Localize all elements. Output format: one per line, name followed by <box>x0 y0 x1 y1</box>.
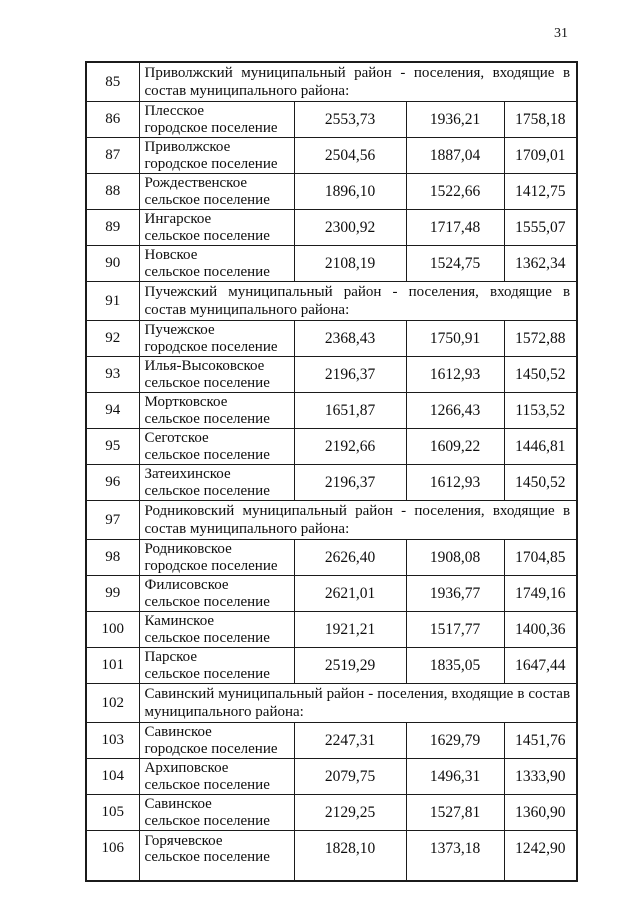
district-section-text-line2: состав муниципального района: <box>144 521 350 537</box>
value-cell-3: 1360,90 <box>504 795 577 831</box>
district-section-text-line1: Приволжский муниципальный район - поселения, входящие в <box>144 65 571 81</box>
value-cell-2: 1373,18 <box>406 831 504 881</box>
settlement-name-line1: Ингарское <box>144 211 212 227</box>
value-cell-2: 1527,81 <box>406 795 504 831</box>
value-cell-2: 1496,31 <box>406 759 504 795</box>
settlement-name-line1: Мортковское <box>144 394 228 410</box>
settlement-name-cell <box>139 138 294 174</box>
settlement-name-line1: Затеихинское <box>144 466 231 482</box>
value-cell-1: 2129,25 <box>294 795 406 831</box>
district-section-text-line1: Савинский муниципальный район - поселения, входящие в состав <box>144 686 571 702</box>
settlement-name-line2: городское поселение <box>144 740 278 757</box>
settlements-table <box>85 61 578 882</box>
settlement-name-cell <box>139 540 294 576</box>
page-number: 31 <box>554 26 568 41</box>
table-row <box>86 576 577 612</box>
settlement-name-cell <box>139 174 294 210</box>
value-cell-2: 1936,77 <box>406 576 504 612</box>
value-cell-1: 1921,21 <box>294 612 406 648</box>
table-row <box>86 465 577 501</box>
value-cell-1: 2626,40 <box>294 540 406 576</box>
value-cell-2: 1717,48 <box>406 210 504 246</box>
table-row <box>86 174 577 210</box>
settlement-name-line2: городское поселение <box>144 119 278 136</box>
settlement-name-line1: Родниковское <box>144 541 232 557</box>
value-cell-1: 2196,37 <box>294 465 406 501</box>
settlement-name-cell <box>139 795 294 831</box>
value-cell-3: 1451,76 <box>504 723 577 759</box>
row-number-cell: 98 <box>86 540 139 576</box>
value-cell-3: 1362,34 <box>504 246 577 282</box>
settlement-name-line1: Сеготское <box>144 430 209 446</box>
table-row <box>86 831 577 881</box>
row-number-cell: 101 <box>86 648 139 684</box>
settlement-name-cell <box>139 357 294 393</box>
value-cell-1: 2196,37 <box>294 357 406 393</box>
table-row <box>86 321 577 357</box>
settlement-name-line2: сельское поселение <box>144 482 270 499</box>
row-number-cell: 95 <box>86 429 139 465</box>
row-number-cell: 102 <box>86 684 139 723</box>
value-cell-3: 1153,52 <box>504 393 577 429</box>
value-cell-2: 1612,93 <box>406 465 504 501</box>
row-number-cell: 88 <box>86 174 139 210</box>
settlement-name-line1: Каминское <box>144 613 215 629</box>
value-cell-3: 1450,52 <box>504 357 577 393</box>
settlement-name-cell <box>139 576 294 612</box>
settlement-name-line2: сельское поселение <box>144 812 270 829</box>
settlement-name-line1: Илья-Высоковское <box>144 358 265 374</box>
value-cell-1: 2079,75 <box>294 759 406 795</box>
value-cell-3: 1749,16 <box>504 576 577 612</box>
settlements-table-body <box>86 62 577 881</box>
value-cell-3: 1242,90 <box>504 831 577 881</box>
settlement-name-line1: Савинское <box>144 796 212 812</box>
row-number-cell: 90 <box>86 246 139 282</box>
settlement-name-cell <box>139 246 294 282</box>
settlement-name-line2: сельское поселение <box>144 227 270 244</box>
settlement-name-line1: Приволжское <box>144 139 231 155</box>
row-number-cell: 91 <box>86 282 139 321</box>
settlement-name-cell <box>139 321 294 357</box>
row-number-cell: 104 <box>86 759 139 795</box>
row-number-cell: 99 <box>86 576 139 612</box>
value-cell-1: 1896,10 <box>294 174 406 210</box>
settlement-name-line2: сельское поселение <box>144 849 270 866</box>
district-section-text-line2: состав муниципального района: <box>144 83 350 99</box>
table-row <box>86 612 577 648</box>
settlement-name-line2: сельское поселение <box>144 629 270 646</box>
row-number-cell: 97 <box>86 501 139 540</box>
value-cell-1: 2300,92 <box>294 210 406 246</box>
settlement-name-line1: Новское <box>144 247 198 263</box>
value-cell-2: 1609,22 <box>406 429 504 465</box>
settlement-name-cell <box>139 210 294 246</box>
district-section-cell <box>139 684 577 723</box>
value-cell-2: 1936,21 <box>406 102 504 138</box>
settlement-name-line2: городское поселение <box>144 155 278 172</box>
row-number-cell: 105 <box>86 795 139 831</box>
value-cell-1: 2504,56 <box>294 138 406 174</box>
value-cell-3: 1709,01 <box>504 138 577 174</box>
settlement-name-line2: сельское поселение <box>144 263 270 280</box>
district-section-text-line1: Пучежский муниципальный район - поселения, входящие в <box>144 284 571 300</box>
district-section-text-line2: состав муниципального района: <box>144 302 350 318</box>
settlement-name-cell <box>139 759 294 795</box>
table-row <box>86 138 577 174</box>
value-cell-3: 1333,90 <box>504 759 577 795</box>
value-cell-3: 1446,81 <box>504 429 577 465</box>
district-section-cell <box>139 282 577 321</box>
value-cell-3: 1704,85 <box>504 540 577 576</box>
value-cell-2: 1517,77 <box>406 612 504 648</box>
settlement-name-cell <box>139 723 294 759</box>
value-cell-1: 2368,43 <box>294 321 406 357</box>
settlement-name-cell <box>139 612 294 648</box>
section-header-row <box>86 282 577 321</box>
settlement-name-line1: Рождественское <box>144 175 248 191</box>
settlement-name-line2: городское поселение <box>144 557 278 574</box>
value-cell-1: 2553,73 <box>294 102 406 138</box>
table-row <box>86 210 577 246</box>
settlement-name-line2: городское поселение <box>144 338 278 355</box>
value-cell-1: 2108,19 <box>294 246 406 282</box>
value-cell-2: 1524,75 <box>406 246 504 282</box>
row-number-cell: 96 <box>86 465 139 501</box>
settlement-name-cell <box>139 465 294 501</box>
value-cell-2: 1835,05 <box>406 648 504 684</box>
value-cell-2: 1266,43 <box>406 393 504 429</box>
settlement-name-line2: сельское поселение <box>144 776 270 793</box>
value-cell-3: 1400,36 <box>504 612 577 648</box>
settlement-name-line2: сельское поселение <box>144 446 270 463</box>
settlement-name-line1: Филисовское <box>144 577 229 593</box>
table-row <box>86 429 577 465</box>
settlement-name-cell <box>139 393 294 429</box>
settlement-name-cell <box>139 648 294 684</box>
value-cell-2: 1629,79 <box>406 723 504 759</box>
value-cell-3: 1758,18 <box>504 102 577 138</box>
value-cell-2: 1887,04 <box>406 138 504 174</box>
settlement-name-line1: Пучежское <box>144 322 215 338</box>
value-cell-1: 2621,01 <box>294 576 406 612</box>
value-cell-1: 2192,66 <box>294 429 406 465</box>
district-section-text-line2: муниципального района: <box>144 704 304 720</box>
value-cell-1: 1828,10 <box>294 831 406 881</box>
settlement-name-line1: Савинское <box>144 724 212 740</box>
row-number-cell: 94 <box>86 393 139 429</box>
table-row <box>86 357 577 393</box>
section-header-row <box>86 684 577 723</box>
district-section-cell <box>139 62 577 102</box>
value-cell-1: 2519,29 <box>294 648 406 684</box>
row-number-cell: 103 <box>86 723 139 759</box>
table-row <box>86 102 577 138</box>
district-section-cell <box>139 501 577 540</box>
value-cell-2: 1908,08 <box>406 540 504 576</box>
value-cell-3: 1412,75 <box>504 174 577 210</box>
value-cell-3: 1647,44 <box>504 648 577 684</box>
row-number-cell: 92 <box>86 321 139 357</box>
table-row <box>86 648 577 684</box>
row-number-cell: 86 <box>86 102 139 138</box>
settlement-name-line2: сельское поселение <box>144 374 270 391</box>
table-row <box>86 795 577 831</box>
value-cell-3: 1572,88 <box>504 321 577 357</box>
settlement-name-cell <box>139 102 294 138</box>
value-cell-1: 2247,31 <box>294 723 406 759</box>
value-cell-3: 1450,52 <box>504 465 577 501</box>
table-row <box>86 393 577 429</box>
value-cell-2: 1612,93 <box>406 357 504 393</box>
settlement-name-line2: сельское поселение <box>144 665 270 682</box>
value-cell-2: 1522,66 <box>406 174 504 210</box>
table-row <box>86 759 577 795</box>
settlement-name-cell <box>139 831 294 881</box>
settlement-name-line1: Архиповское <box>144 760 229 776</box>
value-cell-2: 1750,91 <box>406 321 504 357</box>
row-number-cell: 89 <box>86 210 139 246</box>
value-cell-1: 1651,87 <box>294 393 406 429</box>
row-number-cell: 100 <box>86 612 139 648</box>
row-number-cell: 93 <box>86 357 139 393</box>
row-number-cell: 106 <box>86 831 139 881</box>
settlement-name-line1: Парское <box>144 649 198 665</box>
settlement-name-line2: сельское поселение <box>144 410 270 427</box>
settlement-name-cell <box>139 429 294 465</box>
settlement-name-line1: Плесское <box>144 103 205 119</box>
district-section-text-line1: Родниковский муниципальный район - поселения, входящие в <box>144 503 571 519</box>
row-number-cell: 87 <box>86 138 139 174</box>
value-cell-3: 1555,07 <box>504 210 577 246</box>
settlement-name-line2: сельское поселение <box>144 191 270 208</box>
table-row <box>86 723 577 759</box>
settlement-name-line1: Горячевское <box>144 832 223 849</box>
table-row <box>86 246 577 282</box>
table-row <box>86 540 577 576</box>
section-header-row <box>86 62 577 102</box>
settlement-name-line2: сельское поселение <box>144 593 270 610</box>
section-header-row <box>86 501 577 540</box>
row-number-cell: 85 <box>86 62 139 102</box>
